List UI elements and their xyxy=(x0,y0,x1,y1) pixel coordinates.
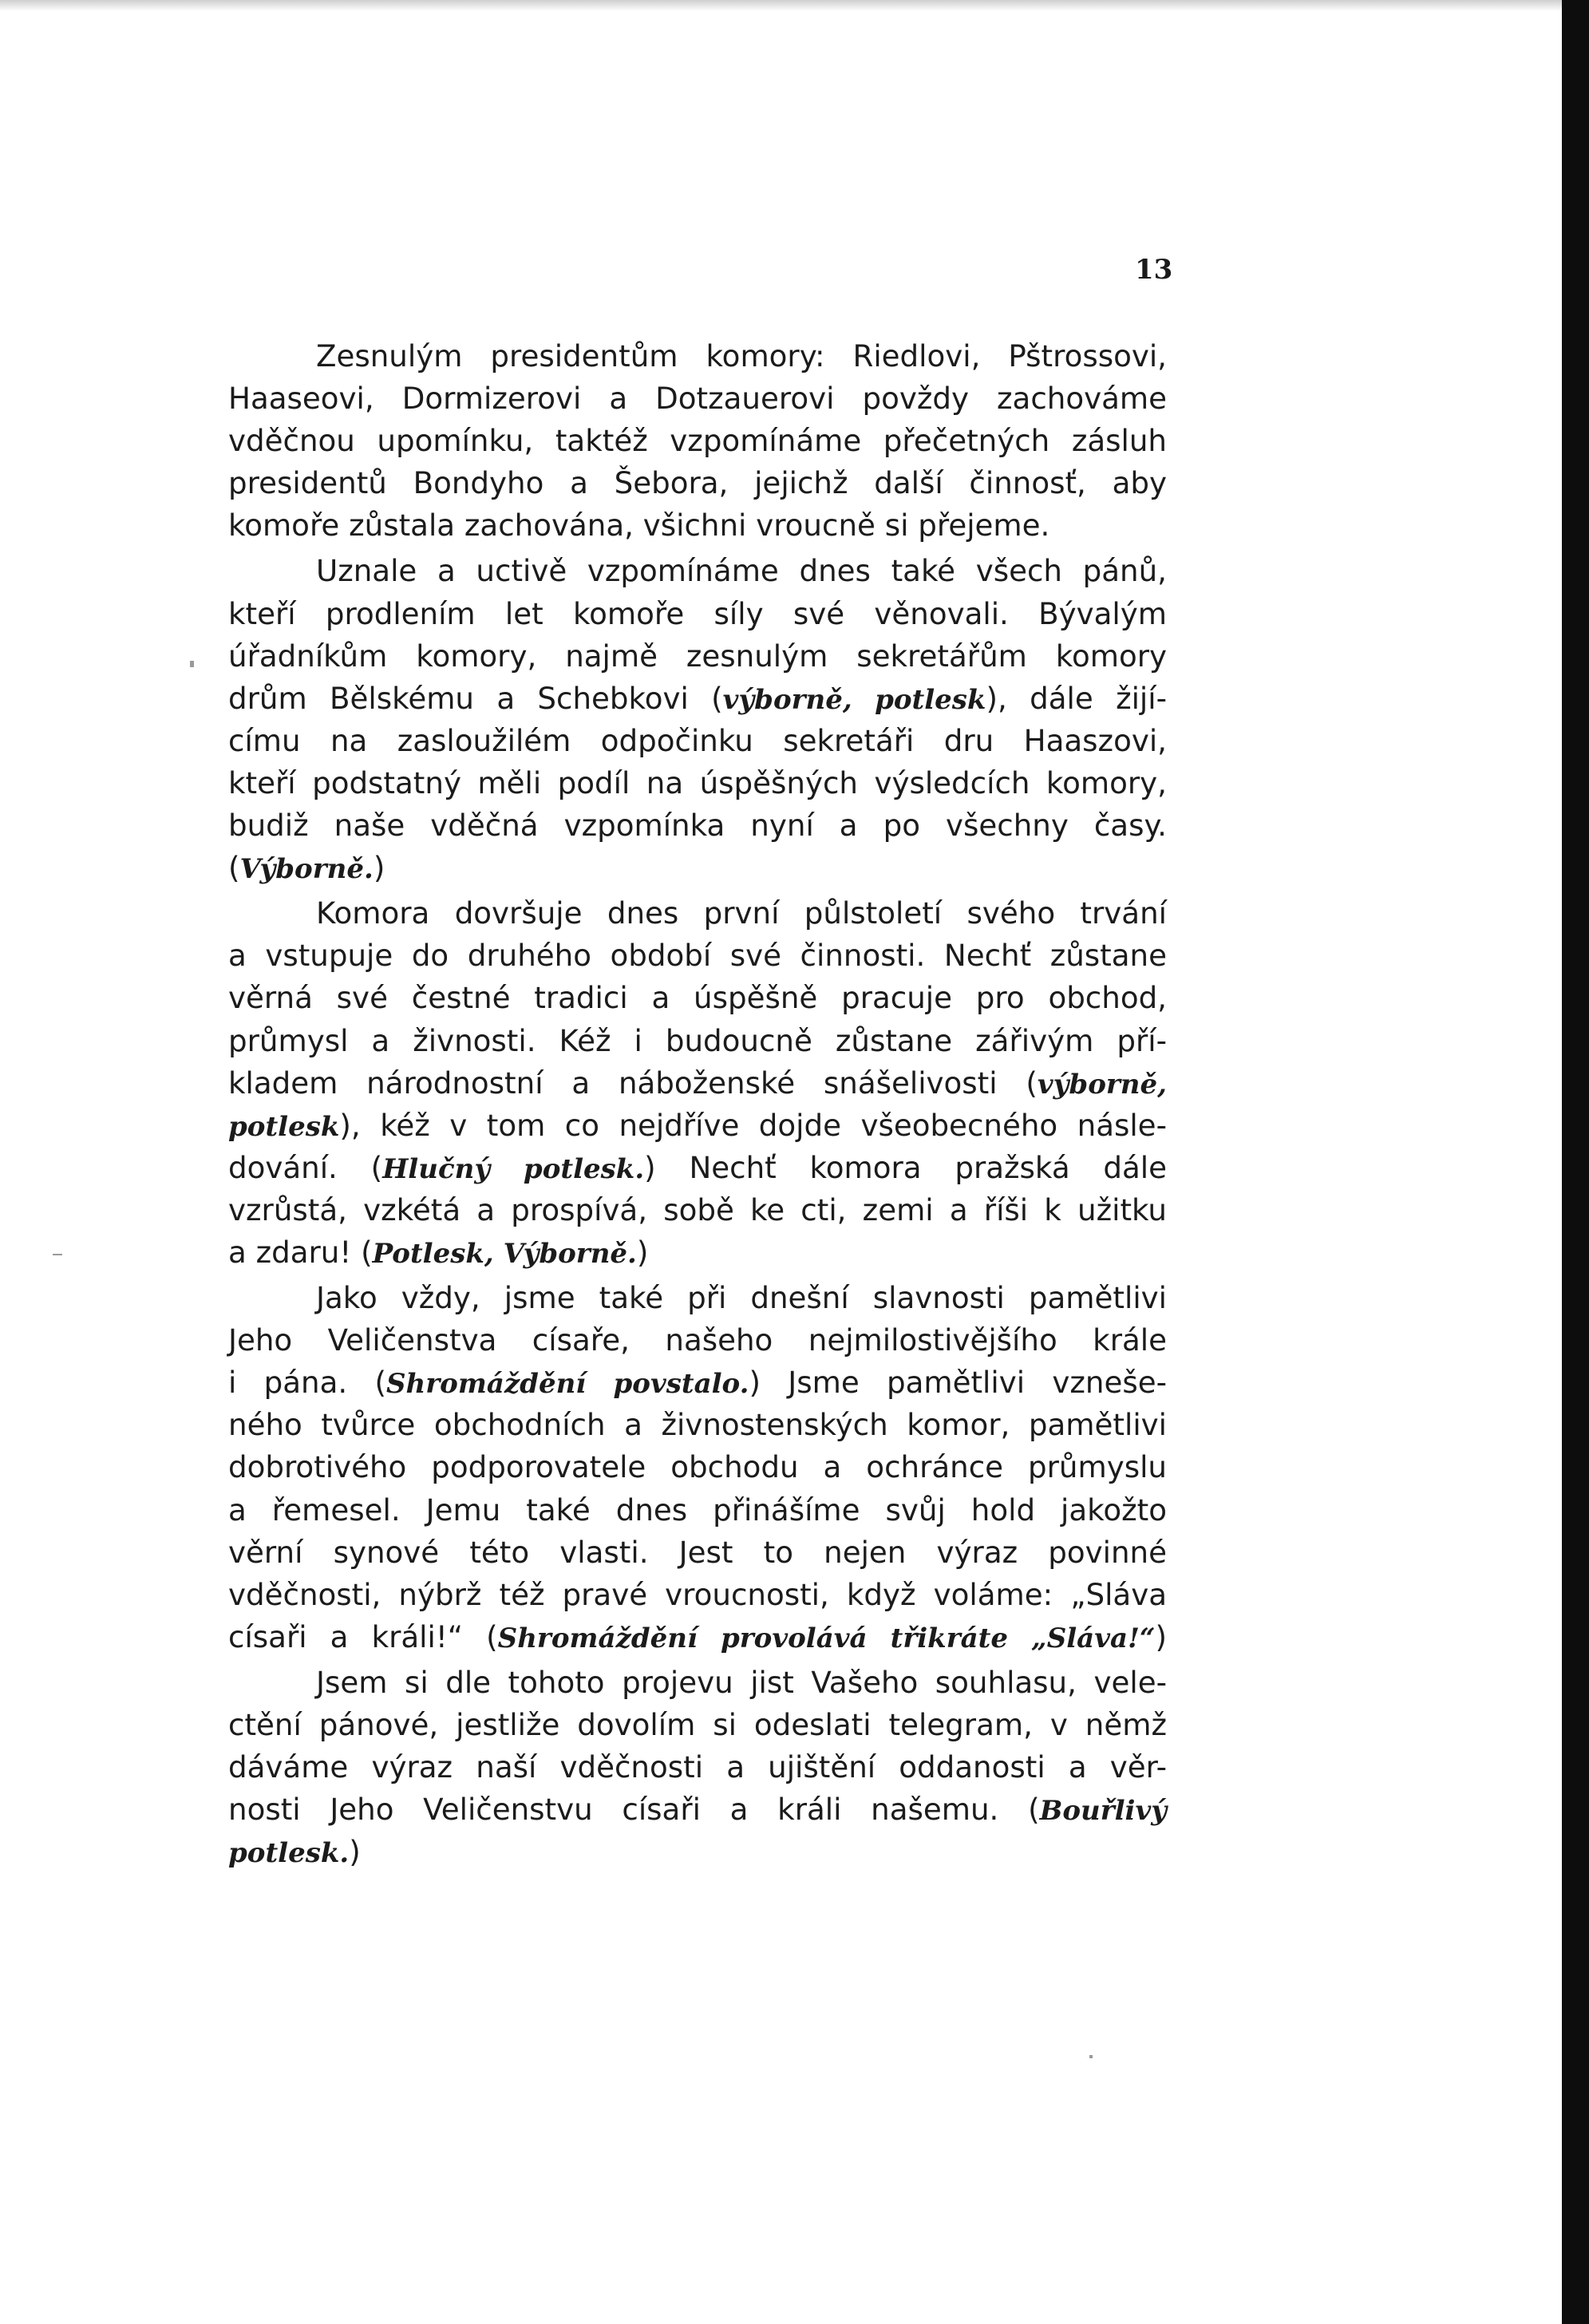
text-line xyxy=(228,762,1167,804)
text-run: dáváme výraz naší vděčnosti a ujištění oddanosti a věr- xyxy=(228,1749,1167,1785)
text-line xyxy=(228,1704,1167,1746)
text-run: Uznale a uctivě vzpomínáme dnes také všech pánů, xyxy=(316,553,1167,589)
text-run: vděčnosti, nýbrž též pravé vroucnosti, když voláme: „Sláva xyxy=(228,1576,1167,1612)
text-run: ) xyxy=(636,1234,649,1270)
text-run: ) Jsme pamětlivi vzneše- xyxy=(749,1365,1167,1401)
text-run: címu na zasloužilém odpočinku sekretáři dru Haaszovi, xyxy=(228,722,1167,758)
text-run: Haaseovi, Dormizerovi a Dotzauerovi povždy zachováme xyxy=(228,381,1167,417)
scan-speck xyxy=(53,1254,62,1255)
text-line xyxy=(228,593,1167,635)
text-line xyxy=(228,1788,1167,1831)
text-run: komoře zůstala zachována, všichni vroucně si přejeme. xyxy=(228,508,1050,543)
italic-remark: potlesk xyxy=(228,1110,340,1143)
text-run: ) xyxy=(349,1834,361,1870)
body-text xyxy=(228,335,1167,1873)
text-run: průmysl a živnosti. Kéž i budoucně zůstane zářivým pří- xyxy=(228,1022,1167,1058)
text-line xyxy=(228,635,1167,678)
text-line xyxy=(228,1746,1167,1788)
text-run: úřadníkům komory, najmě zesnulým sekretářům komory xyxy=(228,638,1167,674)
scan-speck xyxy=(190,661,194,667)
text-run: ( xyxy=(228,850,240,886)
text-run: Jsem si dle tohoto projevu jist Vašeho souhlasu, vele- xyxy=(316,1664,1167,1700)
text-line xyxy=(228,1020,1167,1062)
text-run: císaři a králi!“ ( xyxy=(228,1618,498,1654)
text-run: Jeho Veličenstva císaře, našeho nejmilostivějšího krále xyxy=(228,1322,1167,1358)
italic-remark: Potlesk, Výborně. xyxy=(372,1237,637,1270)
scan-speck xyxy=(1089,2055,1093,2058)
text-run: dování. ( xyxy=(228,1149,383,1185)
text-line xyxy=(228,1062,1167,1105)
text-line xyxy=(228,678,1167,720)
text-line xyxy=(228,1616,1167,1658)
text-line xyxy=(228,1319,1167,1362)
text-run: dobrotivého podporovatele obchodu a ochránce průmyslu xyxy=(228,1449,1167,1485)
text-line xyxy=(228,1189,1167,1231)
text-run: vzrůstá, vzkétá a prospívá, sobě ke cti, zemi a říši k užitku xyxy=(228,1192,1167,1227)
text-run: kteří prodlením let komoře síly své věnovali. Bývalým xyxy=(228,595,1167,631)
text-line xyxy=(228,720,1167,762)
text-line xyxy=(228,550,1167,592)
text-run: kteří podstatný měli podíl na úspěšných výsledcích komory, xyxy=(228,765,1167,800)
text-line xyxy=(228,504,1167,547)
italic-remark: potlesk. xyxy=(228,1837,350,1870)
text-run: ) xyxy=(1155,1618,1167,1654)
text-run: ) Nechť komora pražská dále xyxy=(644,1149,1167,1185)
text-line xyxy=(228,1362,1167,1404)
text-line xyxy=(228,1231,1167,1274)
text-run: Komora dovršuje dnes první půlstoletí svého trvání xyxy=(316,895,1167,931)
text-run: ctění pánové, jestliže dovolím si odeslati telegram, v němž xyxy=(228,1707,1167,1742)
text-run: a zdaru! ( xyxy=(228,1234,373,1270)
text-run: presidentů Bondyho a Šebora, jejichž další činnosť, aby xyxy=(228,465,1167,501)
text-line xyxy=(228,1532,1167,1574)
text-line xyxy=(228,892,1167,935)
text-run: drům Bělskému a Schebkovi ( xyxy=(228,680,723,716)
text-run: kladem národnostní a náboženské snášelivosti ( xyxy=(228,1065,1038,1101)
page-number: 13 xyxy=(1135,254,1173,286)
text-run: ného tvůrce obchodních a živnostenských komor, pamětlivi xyxy=(228,1407,1167,1443)
text-line xyxy=(228,420,1167,462)
italic-remark: Výborně. xyxy=(239,853,374,886)
text-run: věrní synové této vlasti. Jest to nejen výraz povinné xyxy=(228,1534,1167,1570)
text-line xyxy=(228,462,1167,504)
text-run: vděčnou upomínku, taktéž vzpomínáme přečetných zásluh xyxy=(228,423,1167,459)
text-run: věrná své čestné tradici a úspěšně pracuje pro obchod, xyxy=(228,980,1167,1016)
text-line xyxy=(228,377,1167,420)
text-line xyxy=(228,1662,1167,1704)
text-line xyxy=(228,1574,1167,1616)
page-right-edge xyxy=(1562,0,1589,2324)
text-run: ) xyxy=(373,850,385,886)
text-run: Zesnulým presidentům komory: Riedlovi, Pštrossovi, xyxy=(316,338,1167,374)
italic-remark: Shromáždění povstalo. xyxy=(386,1368,749,1401)
italic-remark: výborně, xyxy=(1037,1068,1167,1101)
text-line xyxy=(228,1147,1167,1189)
text-run: ), kéž v tom co nejdříve dojde všeobecného násle- xyxy=(339,1107,1167,1143)
italic-remark: výborně, potlesk xyxy=(722,683,986,716)
text-line xyxy=(228,1831,1167,1873)
text-run: i pána. ( xyxy=(228,1365,386,1401)
text-line xyxy=(228,335,1167,377)
text-line xyxy=(228,935,1167,977)
text-run: budiž naše vděčná vzpomínka nyní a po všechny časy. xyxy=(228,808,1167,844)
text-line xyxy=(228,1404,1167,1446)
text-run: nosti Jeho Veličenstvu císaři a králi našemu. ( xyxy=(228,1792,1040,1828)
italic-remark: Bouřlivý xyxy=(1039,1795,1167,1828)
text-line xyxy=(228,847,1167,889)
text-line xyxy=(228,1277,1167,1319)
text-line xyxy=(228,804,1167,847)
page-top-edge xyxy=(0,0,1589,11)
text-line xyxy=(228,1489,1167,1532)
text-run: ), dále žijí- xyxy=(986,680,1167,716)
text-line xyxy=(228,977,1167,1019)
text-line xyxy=(228,1446,1167,1488)
text-run: a řemesel. Jemu také dnes přinášíme svůj hold jakožto xyxy=(228,1492,1167,1528)
text-run: a vstupuje do druhého období své činnosti. Nechť zůstane xyxy=(228,938,1167,974)
text-run: Jako vždy, jsme také při dnešní slavnosti pamětlivi xyxy=(316,1280,1167,1316)
italic-remark: Shromáždění provolává třikráte „Sláva!“ xyxy=(497,1622,1156,1654)
italic-remark: Hlučný potlesk. xyxy=(382,1152,645,1185)
text-line xyxy=(228,1105,1167,1147)
